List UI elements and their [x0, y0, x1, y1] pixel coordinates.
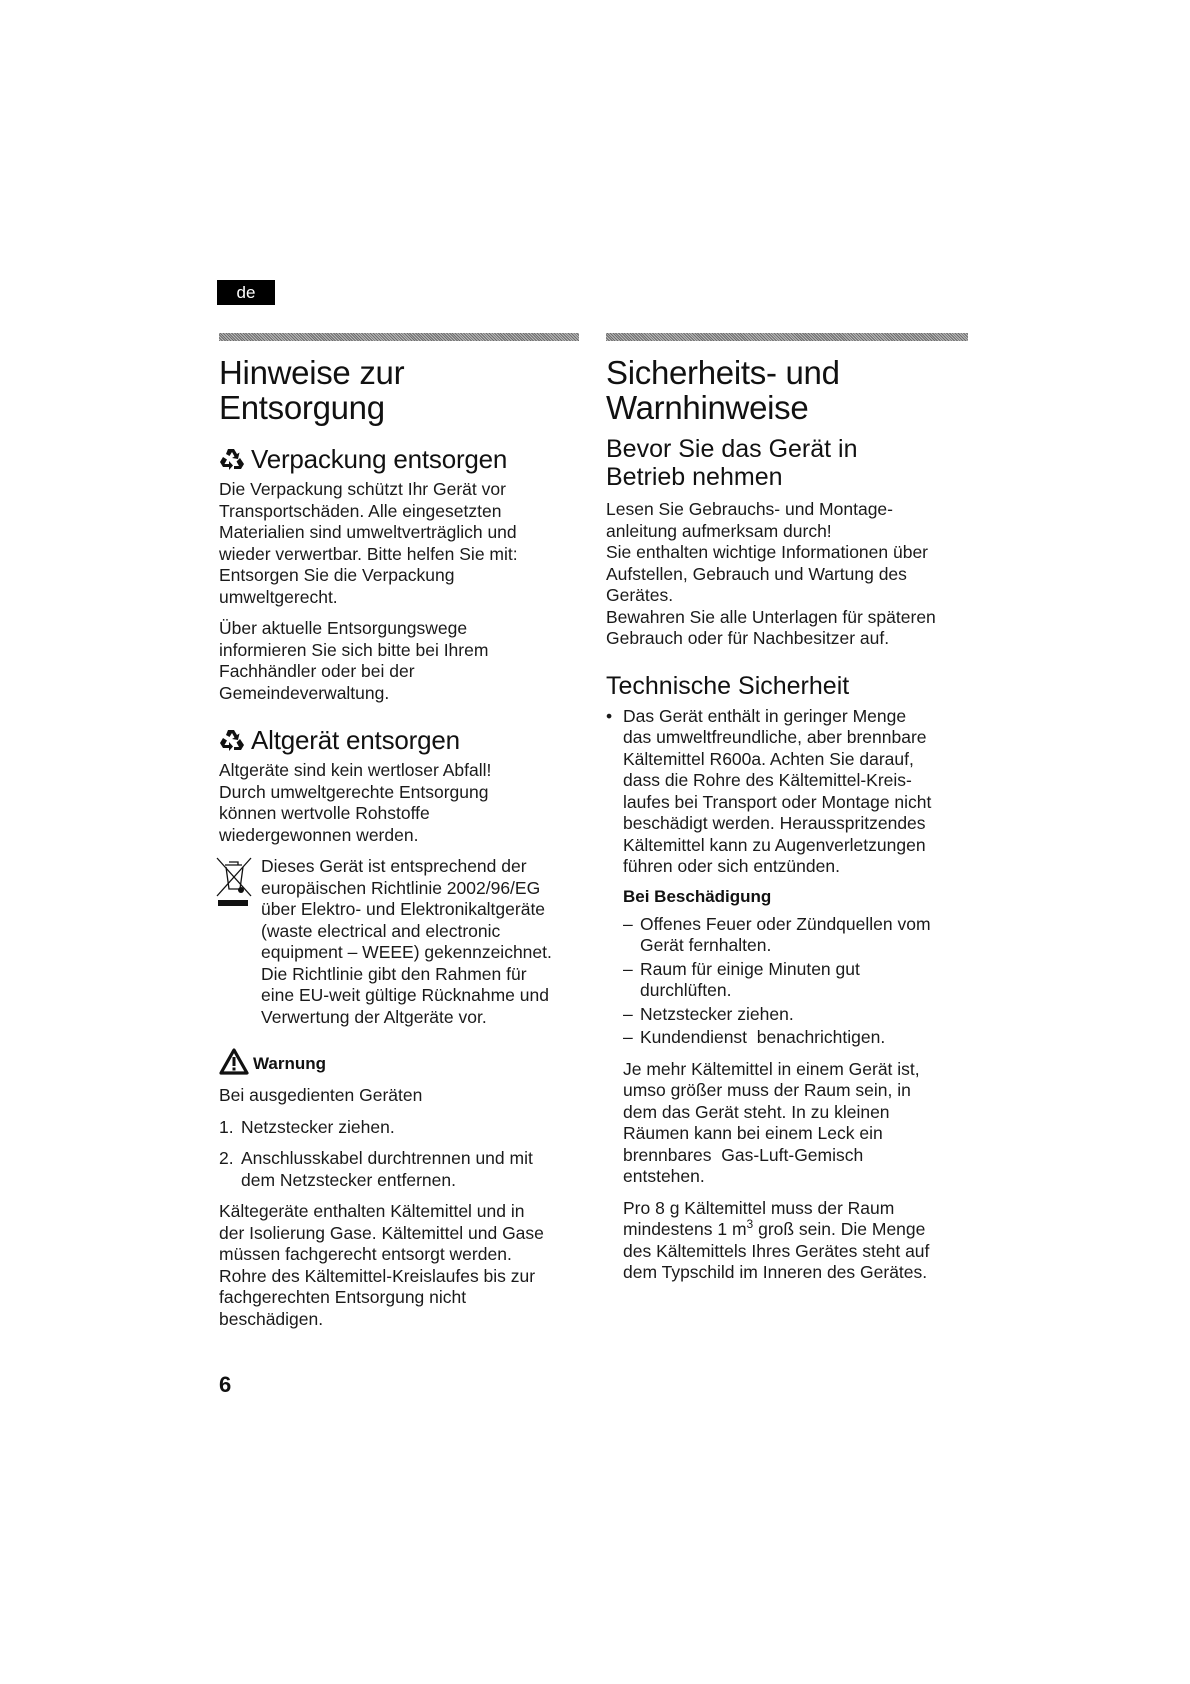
warning-steps [219, 1117, 579, 1192]
list-item: – Raum für einige Minuten gut durchlüften. [623, 958, 860, 1000]
list-item: – Kundendienst benachrichtigen. [623, 1027, 886, 1047]
list-item: – Offenes Feuer oder Zündquellen vom Gerät fernhalten. [623, 913, 931, 955]
section-rule [219, 333, 579, 341]
safety-title: Sicherheits- und Warnhinweise [606, 354, 840, 426]
room-size-paragraph: Je mehr Kältemittel in einem Gerät ist, umso größer muss der Raum sein, in dem das Gerät steht. In zu kleinen Räumen kann bei einem Leck ein brennbares Gas-Luft-Gemisch entstehen. [623, 1058, 920, 1186]
before-use-paragraph: Lesen Sie Gebrauchs- und Montage- anleitung aufmerksam durch! Sie enthalten wichtige Informationen über Aufstellen, Gebrauch und Wartung des Gerätes. Bewahren Sie alle Unterlagen für späteren Gebrauch oder für Nachbesitzer auf. [606, 499, 936, 648]
recycle-icon [219, 728, 245, 752]
before-use-heading: Bevor Sie das Gerät in Betrieb nehmen [606, 435, 858, 491]
technical-safety-heading: Technische Sicherheit [606, 671, 850, 700]
warning-intro: Bei ausgedienten Geräten [219, 1085, 423, 1105]
packaging-heading: Verpackung entsorgen [219, 445, 579, 473]
list-item: 2. Anschlusskabel durchtrennen und mit dem Netzstecker entfernen. [219, 1148, 533, 1190]
refrigerant-quantity-paragraph: Pro 8 g Kältemittel muss der Raum mindestens 1 $m^3$ groß sein. Die Menge des Kältemittels Ihres Gerätes steht auf dem Typschild im Inneren des Gerätes. [623, 1197, 930, 1282]
damage-heading: Bei Beschädigung [623, 886, 772, 906]
disposal-title: Hinweise zur Entsorgung [219, 354, 405, 426]
refrigerant-disposal-paragraph: Kältegeräte enthalten Kältemittel und in der Isolierung Gase. Kältemittel und Gase müssen fachgerecht entsorgt werden. Rohre des Kältemittel-Kreislaufes bis zur fachgerechten Entsorgung nicht beschädigen. [219, 1201, 544, 1329]
crossed-out-wheelie-bin-icon [215, 856, 253, 1028]
old-appliance-paragraph: Altgeräte sind kein wertloser Abfall! Durch umweltgerechte Entsorgung können wertvolle Rohstoffe wiedergewonnen werden. [219, 760, 492, 845]
list-item: – Netzstecker ziehen. [623, 1003, 794, 1024]
warning-triangle-icon [219, 1048, 249, 1075]
technical-safety-list [606, 706, 968, 878]
list-item: • Das Gerät enthält in geringer Menge das umweltfreundliche, aber brennbare Kältemittel R600a. Achten Sie darauf, dass die Rohre des Kältemittel-Kreis- laufes bei Transport oder Montage nicht beschädigt werden. Herausspritzendes Kältemittel kann zu Augenverletzungen führen oder sich entzünden. [606, 705, 932, 876]
weee-text: Dieses Gerät ist entsprechend der europäischen Richtlinie 2002/96/EG über Elektro- und Elektronikaltgeräte (waste electrical and electronic equipment – WEEE) gekennzeichnet. Die Richtlinie gibt den Rahmen für eine EU-weit gültige Rücknahme und Verwertung der Altgeräte vor. [261, 856, 552, 1027]
damage-list [623, 914, 968, 1049]
list-item: 1. Netzstecker ziehen. [219, 1116, 395, 1137]
warning-label: Warnung [253, 1054, 327, 1073]
packaging-paragraph-2: Über aktuelle Entsorgungswege informieren Sie sich bitte bei Ihrem Fachhändler oder bei der Gemeindeverwaltung. [219, 618, 489, 703]
page-number: 6 [219, 1372, 232, 1397]
safety-column [606, 333, 968, 1284]
weee-notice [219, 856, 579, 1028]
language-badge: de [217, 280, 275, 305]
recycle-icon [219, 447, 245, 471]
old-appliance-heading: Altgerät entsorgen [219, 726, 579, 754]
packaging-paragraph-1: Die Verpackung schützt Ihr Gerät vor Transportschäden. Alle eingesetzten Materialien sind umweltverträglich und wieder verwertbar. Bitte helfen Sie mit: Entsorgen Sie die Verpackung umweltgerecht. [219, 479, 518, 607]
section-rule [606, 333, 968, 341]
disposal-column [219, 333, 579, 1330]
warning-heading [219, 1048, 579, 1075]
